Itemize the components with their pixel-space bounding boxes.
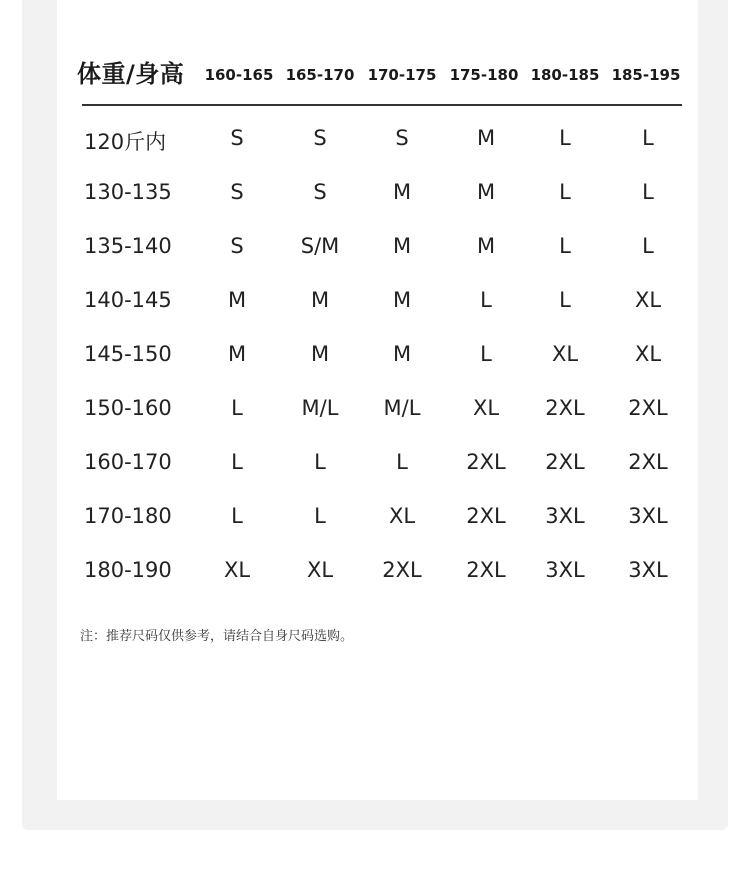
size-cell: XL bbox=[634, 288, 662, 312]
size-cell: L bbox=[642, 126, 654, 150]
size-cell: M bbox=[392, 288, 412, 312]
footnote: 注：推荐尺码仅供参考，请结合自身尺码选购。 bbox=[80, 629, 354, 644]
size-cell: M/L bbox=[383, 396, 421, 420]
table-row bbox=[0, 504, 750, 558]
size-cell: L bbox=[231, 396, 243, 420]
size-cell: L bbox=[480, 288, 492, 312]
column-header: 165-170 bbox=[285, 66, 355, 84]
size-cell: 2XL bbox=[545, 450, 585, 474]
weight-label: 180-190 bbox=[84, 558, 172, 582]
table-row bbox=[0, 234, 750, 288]
size-cell: L bbox=[559, 180, 571, 204]
size-cell: L bbox=[559, 126, 571, 150]
size-cell: XL bbox=[634, 342, 662, 366]
size-cell: L bbox=[396, 450, 408, 474]
weight-label: 160-170 bbox=[84, 450, 172, 474]
column-header: 160-165 bbox=[204, 66, 274, 84]
table-row bbox=[0, 180, 750, 234]
size-cell: L bbox=[559, 288, 571, 312]
weight-label: 120斤内 bbox=[84, 130, 167, 154]
table-row bbox=[0, 558, 750, 612]
size-cell: M bbox=[227, 342, 247, 366]
table-header bbox=[77, 52, 687, 96]
size-cell: L bbox=[642, 234, 654, 258]
size-cell: M bbox=[310, 342, 330, 366]
size-cell: 3XL bbox=[628, 558, 668, 582]
size-cell: 2XL bbox=[466, 558, 506, 582]
size-cell: XL bbox=[472, 396, 500, 420]
size-cell: M bbox=[392, 180, 412, 204]
weight-label: 135-140 bbox=[84, 234, 172, 258]
weight-label: 130-135 bbox=[84, 180, 172, 204]
size-cell: XL bbox=[388, 504, 416, 528]
header-divider bbox=[82, 104, 682, 106]
table-row bbox=[0, 450, 750, 504]
size-cell: L bbox=[231, 450, 243, 474]
column-header: 180-185 bbox=[530, 66, 600, 84]
size-cell: S/M bbox=[300, 234, 340, 258]
size-cell: XL bbox=[306, 558, 334, 582]
weight-label: 145-150 bbox=[84, 342, 172, 366]
table-row bbox=[0, 126, 750, 180]
size-cell: L bbox=[314, 450, 326, 474]
size-cell: 3XL bbox=[628, 504, 668, 528]
size-cell: M bbox=[476, 180, 496, 204]
size-cell: L bbox=[642, 180, 654, 204]
size-cell: L bbox=[559, 234, 571, 258]
size-cell: 2XL bbox=[382, 558, 422, 582]
weight-label: 150-160 bbox=[84, 396, 172, 420]
size-cell: XL bbox=[223, 558, 251, 582]
size-cell: 2XL bbox=[466, 450, 506, 474]
size-cell: L bbox=[231, 504, 243, 528]
column-header: 170-175 bbox=[367, 66, 437, 84]
size-cell: S bbox=[230, 234, 244, 258]
size-cell: M bbox=[310, 288, 330, 312]
size-cell: M bbox=[476, 126, 496, 150]
size-cell: 2XL bbox=[628, 450, 668, 474]
table-row bbox=[0, 396, 750, 450]
size-cell: 2XL bbox=[545, 396, 585, 420]
column-header: 185-195 bbox=[611, 66, 681, 84]
table-row bbox=[0, 342, 750, 396]
size-cell: XL bbox=[551, 342, 579, 366]
size-cell: M bbox=[392, 234, 412, 258]
size-cell: S bbox=[313, 180, 327, 204]
size-cell: S bbox=[230, 180, 244, 204]
size-cell: M bbox=[476, 234, 496, 258]
size-cell: 3XL bbox=[545, 504, 585, 528]
column-header: 175-180 bbox=[449, 66, 519, 84]
size-cell: S bbox=[313, 126, 327, 150]
size-cell: M/L bbox=[301, 396, 339, 420]
size-cell: S bbox=[230, 126, 244, 150]
table-row bbox=[0, 288, 750, 342]
weight-label: 140-145 bbox=[84, 288, 172, 312]
size-cell: 2XL bbox=[628, 396, 668, 420]
table-title: 体重/身高 bbox=[77, 60, 185, 88]
size-cell: L bbox=[314, 504, 326, 528]
size-cell: L bbox=[480, 342, 492, 366]
size-cell: M bbox=[227, 288, 247, 312]
size-cell: 3XL bbox=[545, 558, 585, 582]
weight-label: 170-180 bbox=[84, 504, 172, 528]
size-cell: M bbox=[392, 342, 412, 366]
size-cell: 2XL bbox=[466, 504, 506, 528]
size-cell: S bbox=[395, 126, 409, 150]
